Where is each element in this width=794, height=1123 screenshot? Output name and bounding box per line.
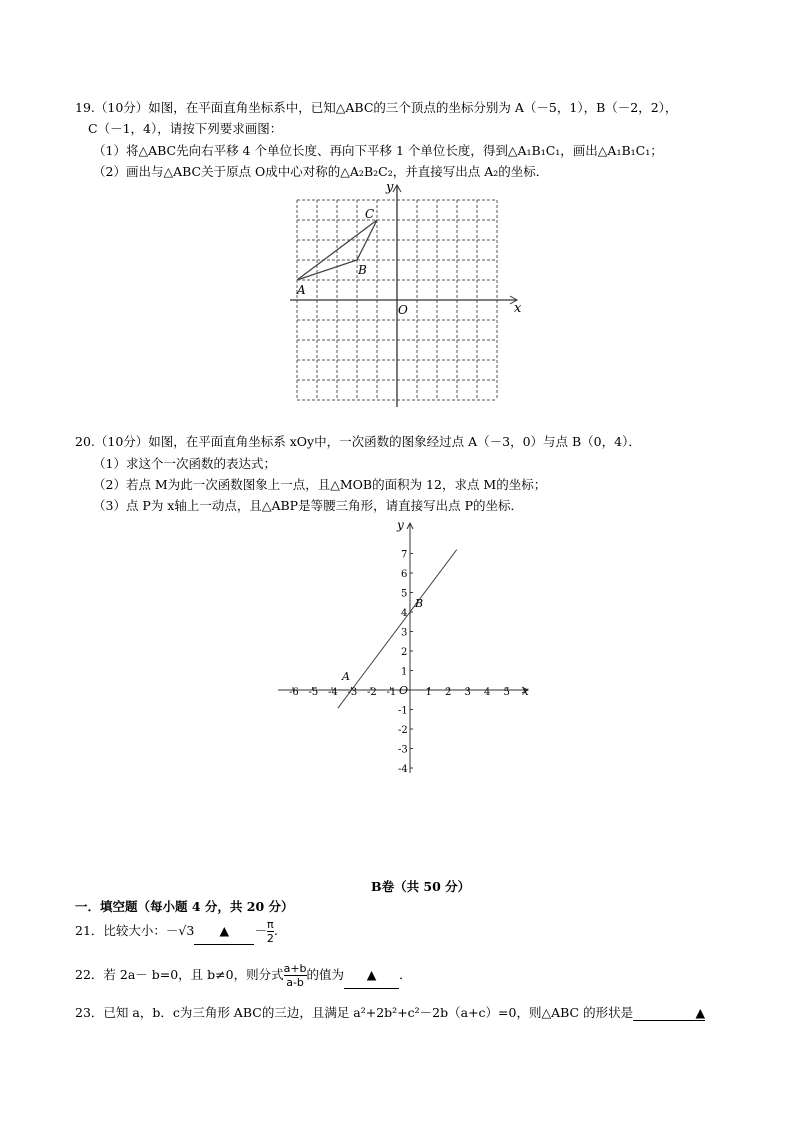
x-label: x <box>522 684 529 698</box>
x-label: x <box>514 301 522 316</box>
point-b-label: B <box>415 597 424 610</box>
y-tick-label: 4 <box>401 608 408 619</box>
point-c-label: C <box>365 207 375 221</box>
y-tick-label: 7 <box>401 549 408 561</box>
x-tick-label: 3 <box>464 687 471 698</box>
q19-line2: C（－1，4），请按下列要求画图： <box>88 121 283 136</box>
q22-fraction <box>284 962 307 989</box>
q23-text: 23．已知 a，b．c为三角形 ABC的三边，且满足 a²+2b²+c²－2b（a+c）=0，则△ABC 的形状是 <box>75 1005 634 1020</box>
x-tick-label: 1 <box>425 687 432 698</box>
y-label: y <box>397 518 404 532</box>
x-tick-label: 2 <box>445 687 452 698</box>
q20-part3: （3）点 P为 x轴上一动点，且△ABP是等腰三角形，请直接写出点 P的坐标． <box>93 498 523 513</box>
q21-prefix: 21．比较大小：－√3 <box>75 923 195 938</box>
q21-answer-blank[interactable]: ▲ <box>194 918 254 945</box>
section-heading: 一．填空题（每小题 4 分，共 20 分） <box>75 899 294 914</box>
q23 <box>75 1003 705 1021</box>
y-tick-label: 1 <box>401 666 408 678</box>
q19-part1: （1）将△ABC先向右平移 4 个单位长度、再向下平移 1 个单位长度，得到△A₁B₁C₁，画出△A₁B₁C₁； <box>93 143 663 158</box>
part-b-title: B卷（共 50 分） <box>371 879 471 894</box>
y-tick-label: -3 <box>398 744 408 756</box>
y-tick-label: -4 <box>398 764 408 775</box>
q19-part2: （2）画出与△ABC关于原点 O成中心对称的△A₂B₂C₂，并直接写出点 A₂的坐标． <box>93 164 549 179</box>
q22-end: ． <box>399 967 412 982</box>
y-tick-label: 5 <box>401 588 408 600</box>
q22-mid: 的值为 <box>306 967 345 982</box>
q20-part1: （1）求这个一次函数的表达式； <box>93 456 276 471</box>
y-label: y <box>386 180 394 195</box>
y-tick-label: 3 <box>401 627 408 639</box>
q22-answer-blank[interactable]: ▲ <box>344 962 399 989</box>
q19-grid-figure <box>280 175 530 410</box>
x-tick-label: 5 <box>503 687 510 698</box>
x-tick-label: -6 <box>289 687 299 698</box>
x-tick-label: -2 <box>367 687 377 698</box>
y-tick-label: -1 <box>398 705 408 717</box>
q20-line1: 20.（10分）如图，在平面直角坐标系 xOy中，一次函数的图象经过点 A（－3，0）与点 B（0，4）． <box>75 434 641 449</box>
q22-numerator: a+b <box>283 962 307 975</box>
q20-line-figure <box>270 515 540 780</box>
function-line <box>338 550 457 709</box>
q20-part2: （2）若点 M为此一次函数图象上一点，且△MOB的面积为 12，求点 M的坐标； <box>93 477 547 492</box>
x-tick-label: -3 <box>347 687 358 698</box>
q21-end: . <box>273 923 278 938</box>
x-tick-label: -4 <box>328 687 338 698</box>
q21-denominator: 2 <box>266 932 274 945</box>
x-tick-label: -5 <box>308 687 319 698</box>
q22 <box>75 962 412 989</box>
point-a-label: A <box>342 670 350 683</box>
q21-numerator: π <box>267 918 274 931</box>
origin-label: O <box>399 684 409 697</box>
y-tick-label: 2 <box>401 647 408 658</box>
x-tick-label: 4 <box>484 687 491 698</box>
q21-minus: － <box>254 923 267 938</box>
q21-fraction <box>267 918 274 945</box>
q21 <box>75 918 278 945</box>
q19-line1: 19.（10分）如图，在平面直角坐标系中，已知△ABC的三个顶点的坐标分别为 A（－5，1），B（－2，2）， <box>75 100 678 115</box>
x-tick-label: -1 <box>386 687 397 698</box>
y-tick-label: -2 <box>398 725 408 736</box>
q22-prefix: 22．若 2a－ b=0，且 b≠0，则分式 <box>75 967 284 982</box>
q22-denominator: a-b <box>286 976 304 989</box>
origin-label: O <box>398 303 408 317</box>
y-tick-label: 6 <box>401 569 408 580</box>
point-b-label: B <box>358 263 367 277</box>
point-a-label: A <box>297 283 306 297</box>
q23-answer-blank[interactable]: ▲ <box>633 1005 705 1021</box>
